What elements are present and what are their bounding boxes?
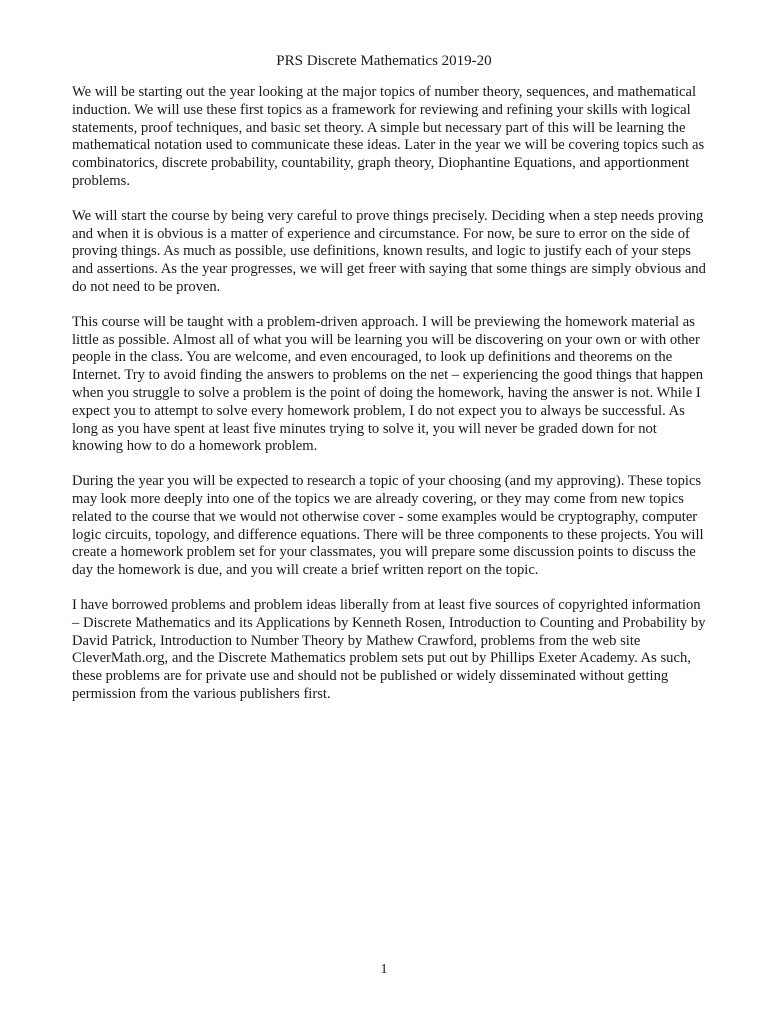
document-body xyxy=(72,84,706,721)
paragraph-proof-precision: We will start the course by being very careful to prove things precisely. Deciding when a step needs proving and when it is obvious is a matter of experience and circumstance. For now, be sure to error on the side of proving things. As much as possible, use definitions, known results, and logic to justify each of your steps and assertions. As the year progresses, we will get freer with saying that some things are simply obvious and do not need to be proven. xyxy=(72,207,706,295)
paragraph-problem-driven-approach: This course will be taught with a problem-driven approach. I will be previewing the homework material as little as possible. Almost all of what you will be learning you will be discovering on your own or with other people in the class. You are welcome, and even encouraged, to look up definitions and theorems on the Internet. Try to avoid finding the answers to problems on the net – experiencing the good things that happen when you struggle to solve a problem is the point of doing the homework, having the answer is not. While I expect you to attempt to solve every homework problem, I do not expect you to always be successful. As long as you have spent at least five minutes trying to solve it, you will never be graded down for not knowing how to do a homework problem. xyxy=(72,313,704,455)
paragraph-research-project: During the year you will be expected to research a topic of your choosing (and my approving). These topics may look more deeply into one of the topics we are already covering, or they may come from new topics related to the course that we would not otherwise cover - some examples would be cryptography, computer logic circuits, topology, and difference equations. There will be three components to these projects. You will create a homework problem set for your classmates, you will prepare some discussion points to discuss the day the homework is due, and you will create a brief written report on the topic. xyxy=(72,473,704,579)
paragraph-course-overview: We will be starting out the year looking at the major topics of number theory, sequences, and mathematical induction. We will use these first topics as a framework for reviewing and refining your skills with logical statements, proof techniques, and basic set theory. A simple but necessary part of this will be learning the mathematical notation used to communicate these ideas. Later in the year we will be covering topics such as combinatorics, discrete probability, countability, graph theory, Diophantine Equations, and apportionment problems. xyxy=(72,84,705,189)
paragraph-sources-copyright: I have borrowed problems and problem ideas liberally from at least five sources of copyrighted information – Discrete Mathematics and its Applications by Kenneth Rosen, Introduction to Counting and Probability by David Patrick, Introduction to Number Theory by Mathew Crawford, problems from the web site CleverMath.org, and the Discrete Mathematics problem sets put out by Phillips Exeter Academy. As such, these problems are for private use and should not be published or widely disseminated without getting permission from the various publishers first. xyxy=(72,596,706,702)
page-title: PRS Discrete Mathematics 2019-20 xyxy=(276,53,492,69)
page-number: 1 xyxy=(380,962,388,977)
